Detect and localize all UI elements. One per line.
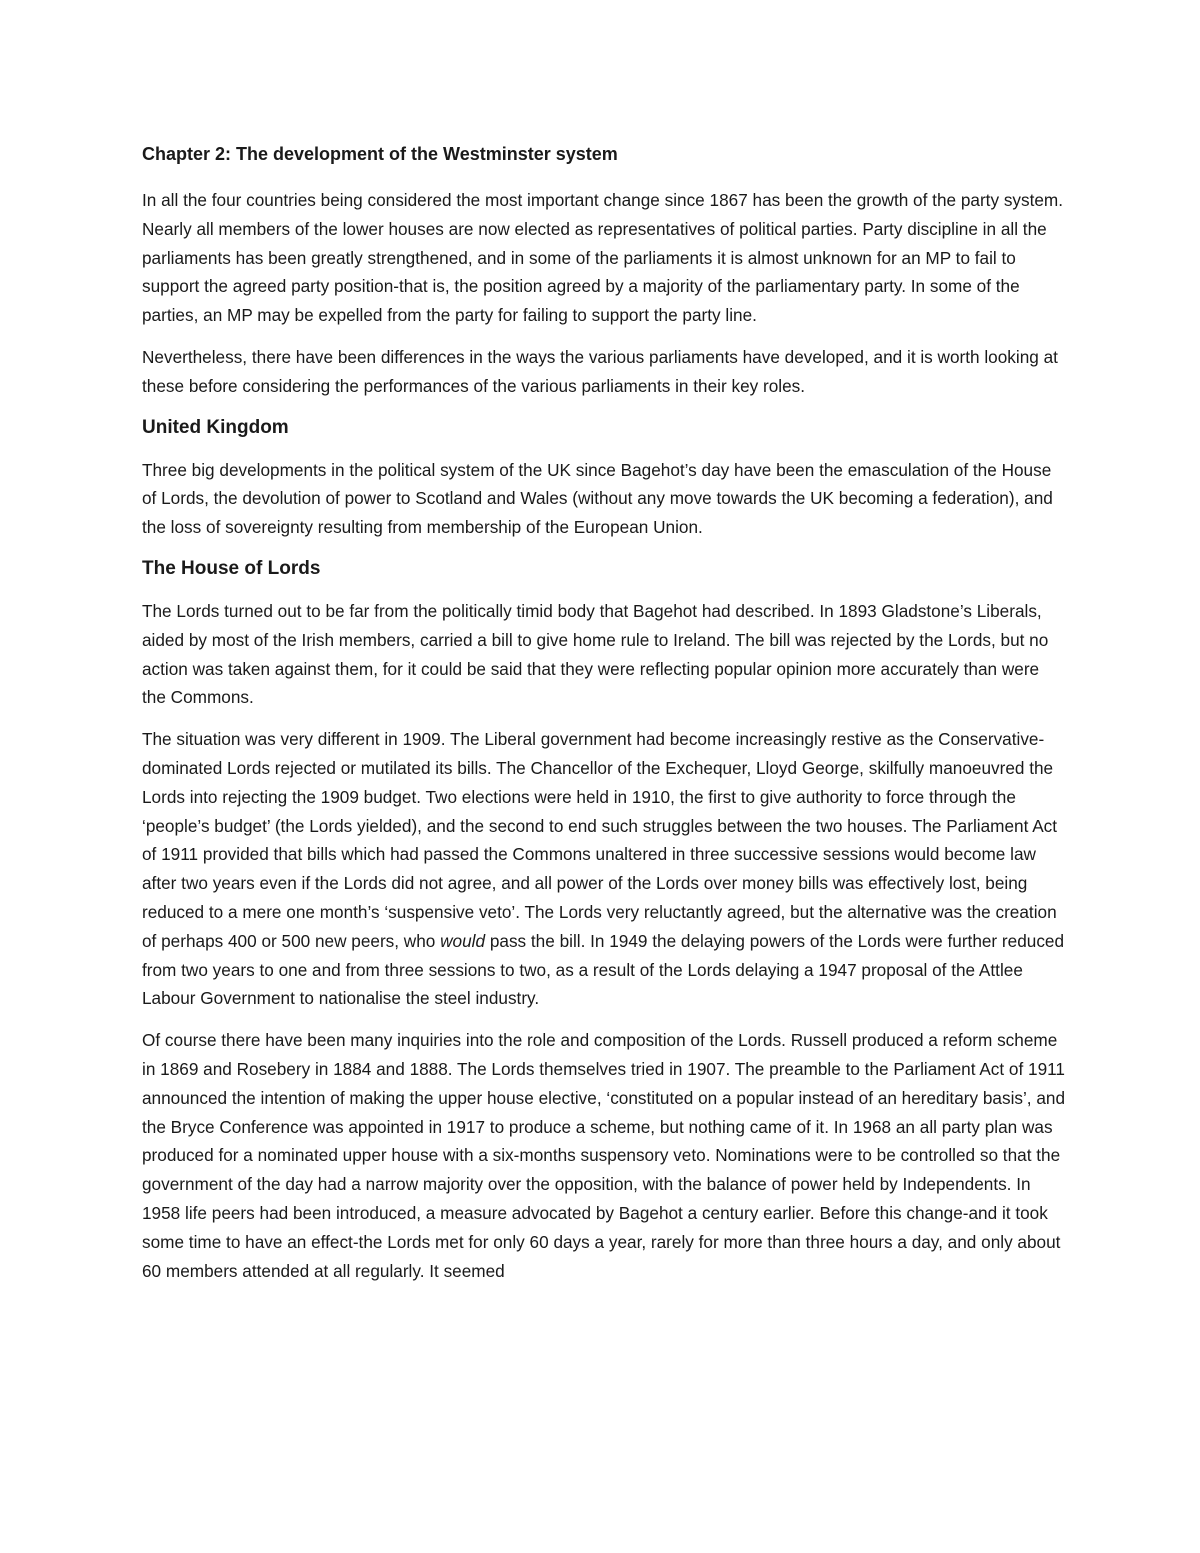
uk-heading: United Kingdom (142, 416, 289, 438)
uk-paragraph-1: Three big developments in the political system of the UK since Bagehot’s day have been the emasculation of the House of Lords, the devolution of power to Scotland and Wales (without any move towards the UK becoming a federation), and the loss of sovereignty resulting from membership of the European Union. (142, 459, 1053, 538)
lords-paragraph-1: The Lords turned out to be far from the politically timid body that Bagehot had described. In 1893 Gladstone’s Liberals, aided by most of the Irish members, carried a bill to give home rule to Ireland. The bill was rejected by the Lords, but no action was taken against them, for it could be said that they were reflecting popular opinion more accurately than were the Commons. (142, 600, 1049, 708)
lords-heading: The House of Lords (142, 557, 321, 579)
chapter-title: Chapter 2: The development of the Westminster system (142, 144, 618, 164)
intro-paragraph-2: Nevertheless, there have been differences in the ways the various parliaments have developed, and it is worth looking at these before considering the performances of the various parliaments in their key roles. (142, 346, 1058, 396)
lords-paragraph-2 (142, 725, 1067, 1013)
lords-paragraph-3: Of course there have been many inquiries into the role and composition of the Lords. Russell produced a reform scheme in 1869 and Rosebery in 1884 and 1888. The Lords themselves tried in 1907. The preamble to the Parliament Act of 1911 announced the intention of making the upper house elective, ‘constituted on a popular instead of an hereditary basis’, and the Bryce Conference was appointed in 1917 to produce a scheme, but nothing came of it. In 1968 an all party plan was produced for a nominated upper house with a six-months suspensory veto. Nominations were to be controlled so that the government of the day had a narrow majority over the opposition, with the balance of power held by Independents. In 1958 life peers had been introduced, a measure advocated by Bagehot a century earlier. Before this change-and it took some time to have an effect-the Lords met for only 60 days a year, rarely for more than three hours a day, and only about 60 members attended at all regularly. It seemed (142, 1030, 1066, 1281)
lords-paragraph-2-part-b: pass the bill. In 1949 the delaying powers of the Lords were further reduced from two years to one and from three sessions to two, as a result of the Lords delaying a 1947 proposal of the Attlee Labour Government to nationalise the steel industry. (142, 930, 1065, 1009)
document-body (142, 140, 1067, 1298)
lords-paragraph-2-emphasis: would (440, 930, 486, 951)
lords-paragraph-2-part-a: The situation was very different in 1909. The Liberal government had become increasingly restive as the Conservative-dominated Lords rejected or mutilated its bills. The Chancellor of the Exchequer, Lloyd George, skilfully manoeuvred the Lords into rejecting the 1909 budget. Two elections were held in 1910, the first to give authority to force through the ‘people’s budget’ (the Lords yielded), and the second to end such struggles between the two houses. The Parliament Act of 1911 provided that bills which had passed the Commons unaltered in three successive sessions would become law after two years even if the Lords did not agree, and all power of the Lords over money bills was effectively lost, being reduced to a mere one month’s ‘suspensive veto’. The Lords very reluctantly agreed, but the alternative was the creation of perhaps 400 or 500 new peers, who (142, 729, 1058, 951)
intro-paragraph-1: In all the four countries being considered the most important change since 1867 has been the growth of the party system. Nearly all members of the lower houses are now elected as representatives of political parties. Party discipline in all the parliaments has been greatly strengthened, and in some of the parliaments it is almost unknown for an MP to fail to support the agreed party position-that is, the position agreed by a majority of the parliamentary party. In some of the parties, an MP may be expelled from the party for failing to support the party line. (142, 190, 1064, 326)
